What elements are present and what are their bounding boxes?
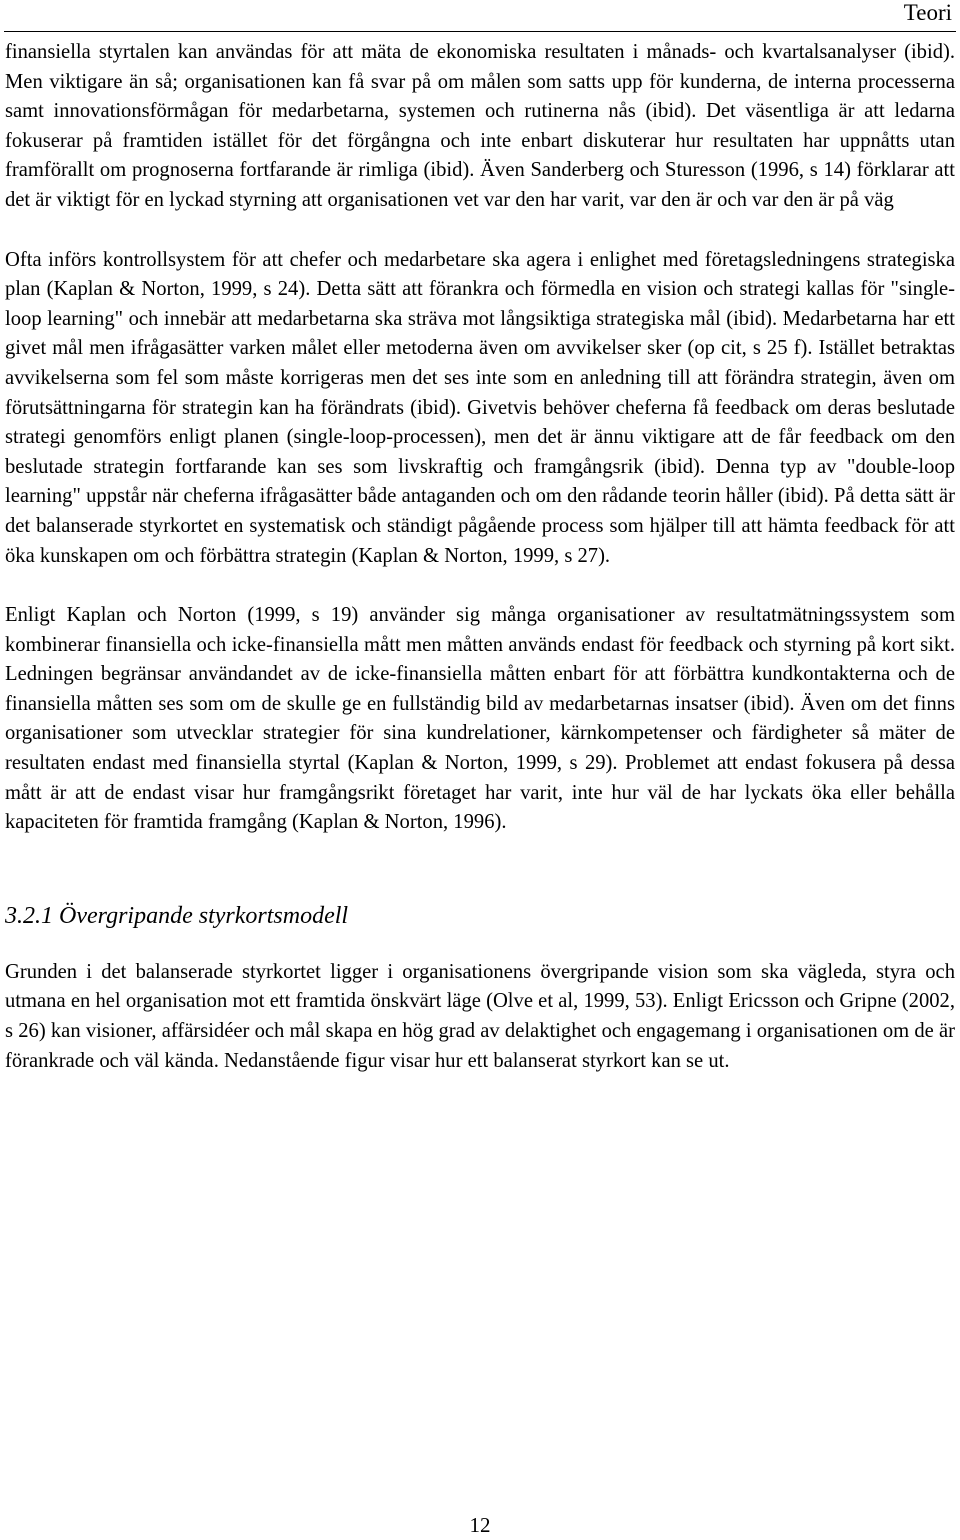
body-paragraph-2: Ofta införs kontrollsystem för att chefer och medarbetare ska agera i enlighet med företagsledningens strategiska plan (Kaplan & Norton, 1999, s 24). Detta sätt att förankra och förmedla en vision och strategi kallas för "single-loop learning" och innebär att medarbetarna ska sträva mot långsiktiga strategiska mål (ibid). Medarbetarna har ett givet mål men ifrågasätter varken målet eller metoderna även om avvikelser sker (op cit, s 25 f). Istället betraktas avvikelserna som fel som måste korrigeras men det ses inte som en anledning till att förändra strategin, även om förutsättningarna för strategin kan ha förändrats (ibid). Givetvis behöver cheferna få feedback om deras beslutade strategi genomförs enligt planen (single-loop-processen), men det är ännu viktigare att de får feedback om den beslutade strategin fortfarande kan ses som livskraftig och framgångsrik (ibid). Denna typ av "double-loop learning" uppstår när cheferna ifrågasätter både antaganden och om den rådande teorin håller (ibid). På detta sätt är det balanserade styrkortet en systematisk och ständigt pågående process som hjälper till att hämta feedback för att öka kunskapen om och förbättra strategin (Kaplan & Norton, 1999, s 27). <box>5 248 955 567</box>
section-spacer <box>5 838 955 900</box>
running-header-title: Teori <box>903 0 952 25</box>
page-header <box>4 0 956 32</box>
page-content <box>5 38 955 1076</box>
paragraph-spacer <box>5 216 955 246</box>
paragraph-spacer <box>5 571 955 601</box>
body-paragraph-1: finansiella styrtalen kan användas för att mäta de ekonomiska resultaten i månads- och kvartalsanalyser (ibid). Men viktigare än så; organisationen kan få svar på om målen som satts upp för kunderna, de interna processerna samt innovationsförmågan för medarbetarna, systemen och rutinerna nås (ibid). Det väsentliga är att ledarna fokuserar på framtiden istället för det förgångna och inte enbart diskuterar hur resultaten har uppnåtts utan framförallt om prognoserna fortfarande är rimliga (ibid). Även Sanderberg och Sturesson (1996, s 14) förklarar att det är viktigt för en lyckad styrning att organisationen vet var den har varit, var den är och var den är på väg <box>5 41 955 211</box>
page-number: 12 <box>469 1513 491 1537</box>
section-heading: 3.2.1 Övergripande styrkortsmodell <box>5 902 349 929</box>
heading-spacer <box>5 932 955 958</box>
body-paragraph-3: Enligt Kaplan och Norton (1999, s 19) använder sig många organisationer av resultatmätningssystem som kombinerar finansiella och icke-finansiella mått men måtten används endast för feedback och styrning på kort sikt. Ledningen begränsar användandet av de icke-finansiella måtten enbart för att förbättra kundkontakterna och de finansiella måtten ses som om de skulle ge en fullständig bild av medarbetarnas insatser (ibid). Även om det finns organisationer som utvecklar strategier för sina kundrelationer, kärnkompetenser och färdigheter så mäter de resultaten endast med finansiella styrtal (Kaplan & Norton, 1999, s 29). Problemet att endast fokusera på dessa mått är att de endast visar hur framgångsrikt företaget har varit, inte hur väl de har lyckats öka eller behålla kapaciteten för framtida framgång (Kaplan & Norton, 1996). <box>5 604 955 834</box>
body-paragraph-4: Grunden i det balanserade styrkortet ligger i organisationens övergripande vision som ska vägleda, styra och utmana en hel organisation mot ett framtida önskvärt läge (Olve et al, 1999, 53). Enligt Ericsson och Gripne (2002, s 26) kan visioner, affärsidéer och mål skapa en hög grad av delaktighet och engagemang i organisationen om de är förankrade och väl kända. Nedanstående figur visar hur ett balanserat styrkort kan se ut. <box>5 960 955 1072</box>
